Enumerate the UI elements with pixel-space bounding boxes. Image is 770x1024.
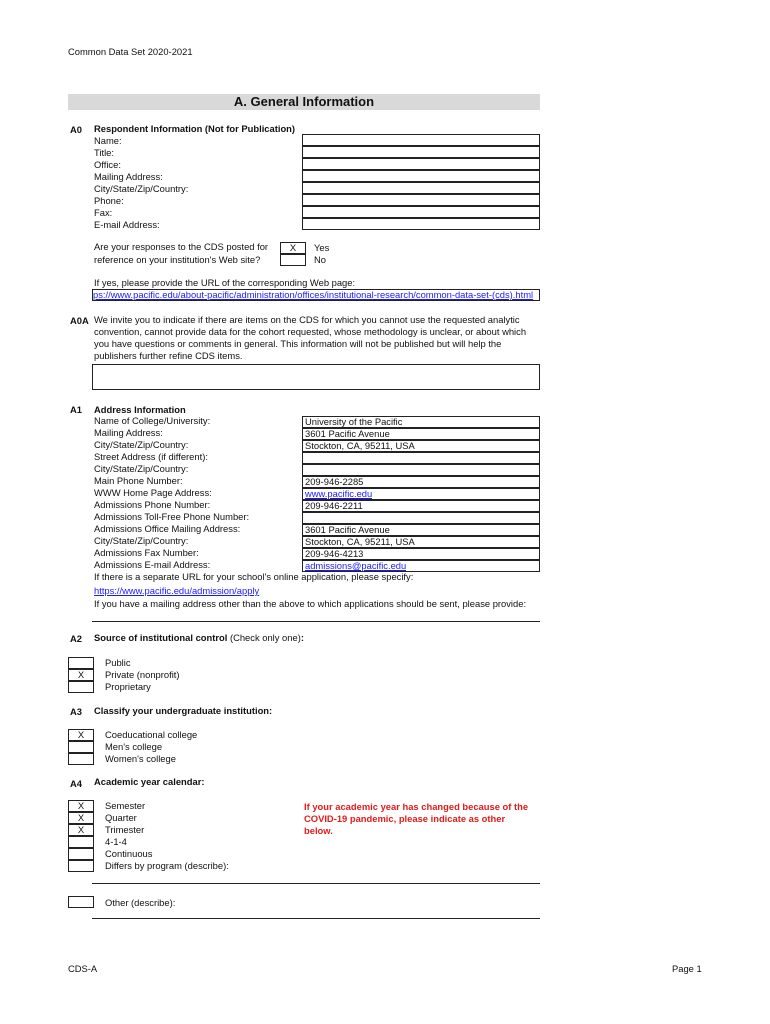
continuous-label: Continuous (105, 848, 153, 859)
respondent-email-label: E-mail Address: (94, 219, 160, 230)
address-value: University of the Pacific (305, 416, 403, 427)
proprietary-checkbox[interactable] (68, 681, 94, 693)
semester-label: Semester (105, 800, 146, 811)
url-prompt: If yes, please provide the URL of the corresponding Web page: (94, 277, 356, 288)
respondent-name-field[interactable] (302, 134, 540, 146)
address-label: Main Phone Number: (94, 475, 183, 486)
address-value-field[interactable] (302, 524, 540, 536)
address-value: 3601 Pacific Avenue (305, 428, 390, 439)
item-code-a0: A0 (70, 124, 82, 135)
control-heading-colon: : (300, 632, 304, 643)
address-value-field[interactable] (302, 548, 540, 560)
address-value: 209-946-2285 (305, 476, 364, 487)
trimester-checkbox[interactable]: X (68, 824, 94, 836)
control-heading-note: (Check only one) (229, 632, 301, 643)
four-one-four-label: 4-1-4 (105, 836, 127, 847)
document-header: Common Data Set 2020-2021 (68, 46, 193, 57)
address-label: Name of College/University: (94, 415, 211, 426)
address-label: Admissions E-mail Address: (94, 559, 211, 570)
semester-checkbox[interactable]: X (68, 800, 94, 812)
respondent-email-field[interactable] (302, 218, 540, 230)
quarter-label: Quarter (105, 812, 137, 823)
womens-college-checkbox[interactable] (68, 753, 94, 765)
posted-question-line-1: Are your responses to the CDS posted for (94, 241, 269, 252)
covid-note-line-2: COVID-19 pandemic, please indicate as other (304, 813, 506, 824)
address-label: Admissions Toll-Free Phone Number: (94, 511, 250, 522)
respondent-phone-field[interactable] (302, 194, 540, 206)
posted-yes-checkbox[interactable]: X (280, 242, 306, 254)
calendar-heading: Academic year calendar: (94, 776, 205, 787)
address-label: Street Address (if different): (94, 451, 208, 462)
respondent-name-label: Name: (94, 135, 122, 146)
respondent-title-label: Title: (94, 147, 114, 158)
respondent-mailing-label: Mailing Address: (94, 171, 163, 182)
address-label: Admissions Phone Number: (94, 499, 211, 510)
covid-note-line-1: If your academic year has changed because of the (304, 801, 529, 812)
respondent-heading: Respondent Information (Not for Publication) (94, 123, 296, 134)
differs-by-program-label: Differs by program (describe): (105, 860, 229, 871)
address-value-field[interactable] (302, 416, 540, 428)
address-label: Mailing Address: (94, 427, 163, 438)
trimester-label: Trimester (105, 824, 145, 835)
four-one-four-checkbox[interactable] (68, 836, 94, 848)
posted-no-label: No (314, 254, 326, 265)
coeducational-checkbox[interactable]: X (68, 729, 94, 741)
respondent-phone-label: Phone: (94, 195, 124, 206)
address-value: 3601 Pacific Avenue (305, 524, 390, 535)
page-number: Page 1 (672, 963, 702, 974)
respondent-labels (94, 135, 188, 231)
coeducational-label: Coeducational college (105, 729, 198, 740)
footer-section-code: CDS-A (68, 963, 98, 974)
a0a-comment-box[interactable] (92, 364, 540, 390)
a0a-text-line-4: publishers further refine CDS items. (94, 350, 243, 361)
address-label: City/State/Zip/Country: (94, 439, 189, 450)
posted-yes-label: Yes (314, 242, 330, 253)
address-value-field[interactable] (302, 476, 540, 488)
address-value-field[interactable] (302, 488, 540, 500)
address-value-field[interactable] (302, 512, 540, 524)
posted-question-line-2: reference on your institution's Web site? (94, 254, 261, 265)
respondent-fax-field[interactable] (302, 206, 540, 218)
item-code-a2: A2 (70, 633, 82, 644)
proprietary-label: Proprietary (105, 681, 151, 692)
address-value-field[interactable] (302, 464, 540, 476)
address-label: City/State/Zip/Country: (94, 535, 189, 546)
item-code-a3: A3 (70, 706, 82, 717)
address-value-link[interactable]: www.pacific.edu (305, 488, 373, 499)
address-value-field[interactable] (302, 452, 540, 464)
mens-college-checkbox[interactable] (68, 741, 94, 753)
respondent-office-field[interactable] (302, 158, 540, 170)
section-title: A. General Information (233, 94, 375, 109)
alt-mailing-prompt: If you have a mailing address other than the above to which applications should be sent, please provide: (94, 598, 527, 609)
public-checkbox[interactable] (68, 657, 94, 669)
respondent-city-label: City/State/Zip/Country: (94, 183, 189, 194)
address-value-field[interactable] (302, 428, 540, 440)
other-calendar-label: Other (describe): (105, 897, 176, 908)
other-description-line[interactable] (92, 918, 540, 919)
address-label: Admissions Fax Number: (94, 547, 199, 558)
item-code-a4: A4 (70, 778, 82, 789)
address-value-link[interactable]: admissions@pacific.edu (305, 560, 407, 571)
quarter-checkbox[interactable]: X (68, 812, 94, 824)
respondent-fax-label: Fax: (94, 207, 113, 218)
respondent-mailing-field[interactable] (302, 170, 540, 182)
womens-college-label: Women's college (105, 753, 176, 764)
address-label: WWW Home Page Address: (94, 487, 212, 498)
address-value-field[interactable] (302, 536, 540, 548)
address-value: Stockton, CA, 95211, USA (305, 440, 415, 451)
respondent-office-label: Office: (94, 159, 121, 170)
address-value: 209-946-2211 (305, 500, 363, 511)
address-heading: Address Information (94, 404, 186, 415)
covid-note-line-3: below. (304, 825, 333, 836)
classify-heading: Classify your undergraduate institution: (94, 705, 273, 716)
a0a-text-line-1: We invite you to indicate if there are items on the CDS for which you cannot use the requested analytic (94, 314, 520, 325)
control-heading (94, 632, 304, 644)
address-label: City/State/Zip/Country: (94, 463, 189, 474)
online-app-prompt: If there is a separate URL for your school's online application, please specify: (94, 571, 414, 582)
a0a-text-line-3: you have questions or comments in general. This information will not be published but will help the (94, 338, 502, 349)
respondent-title-field[interactable] (302, 146, 540, 158)
address-value: 209-946-4213 (305, 548, 364, 559)
public-label: Public (105, 657, 131, 668)
other-calendar-checkbox[interactable] (68, 896, 94, 908)
continuous-checkbox[interactable] (68, 848, 94, 860)
mens-college-label: Men's college (105, 741, 163, 752)
address-label: Admissions Office Mailing Address: (94, 523, 241, 534)
control-heading-text: Source of institutional control (94, 632, 228, 643)
a0a-text-line-2: convention, cannot provide data for the cohort requested, whose methodology is unclear, or about which (94, 326, 527, 337)
item-code-a0a: A0A (70, 315, 89, 326)
item-code-a1: A1 (70, 404, 82, 415)
online-app-link[interactable]: https://www.pacific.edu/admission/apply (94, 585, 260, 596)
differs-by-program-checkbox[interactable] (68, 860, 94, 872)
cds-url-link[interactable]: ps://www.pacific.edu/about-pacific/administration/offices/institutional-research/common-data-set-(cds).html (93, 289, 534, 300)
private-nonprofit-label: Private (nonprofit) (105, 669, 180, 680)
address-value-field[interactable] (302, 500, 540, 512)
respondent-city-field[interactable] (302, 182, 540, 194)
private-nonprofit-checkbox[interactable]: X (68, 669, 94, 681)
alt-mailing-line[interactable] (92, 621, 540, 622)
posted-no-checkbox[interactable] (280, 254, 306, 266)
address-value-field[interactable] (302, 440, 540, 452)
cds-url-field[interactable] (92, 289, 540, 301)
address-value: Stockton, CA, 95211, USA (305, 536, 415, 547)
differs-description-line[interactable] (92, 883, 540, 884)
